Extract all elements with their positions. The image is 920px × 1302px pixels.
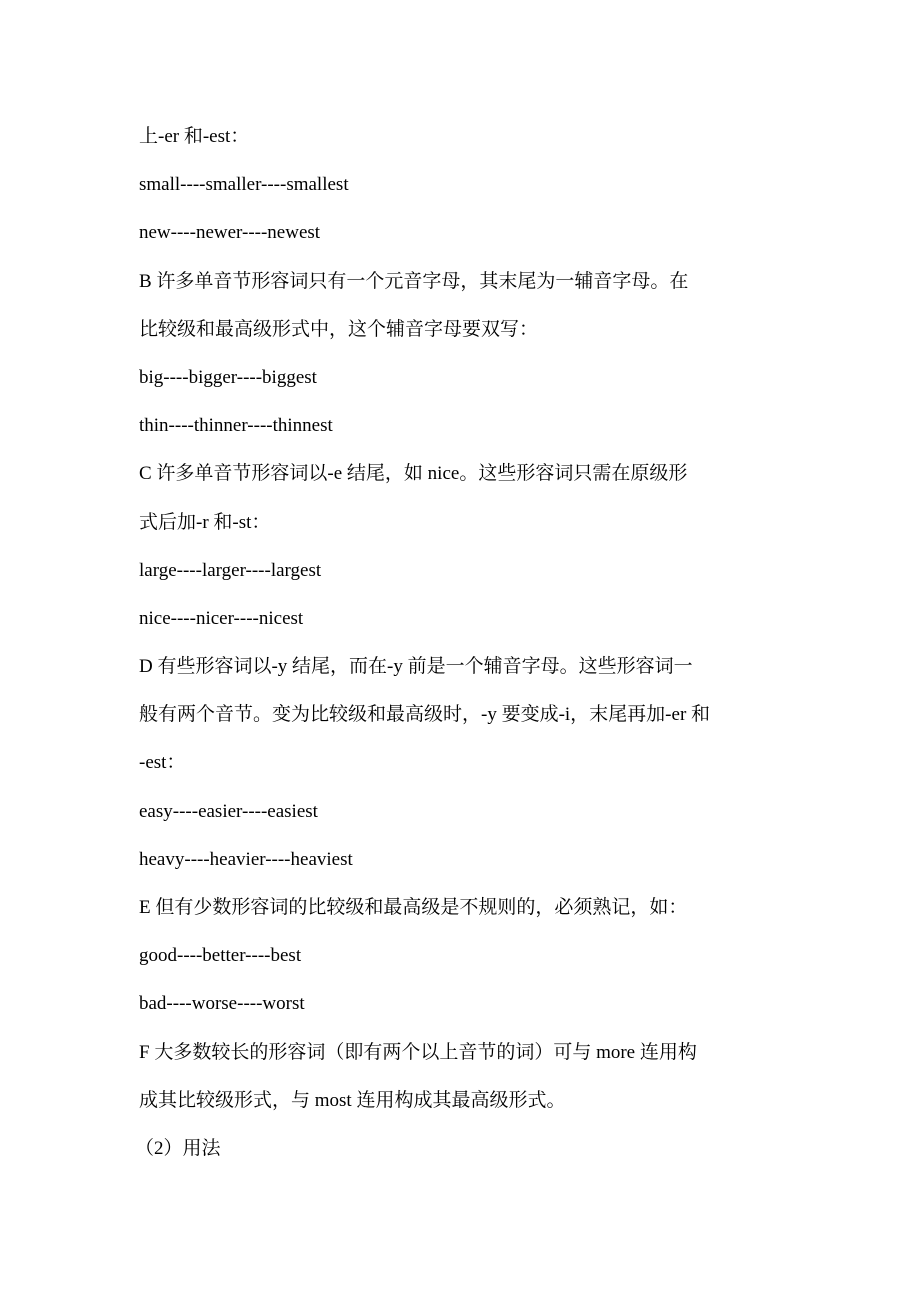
example-good: good----better----best [139,945,302,967]
example-large: large----larger----largest [139,559,322,581]
rule-e-line-1: E 但有少数形容词的比较级和最高级是不规则的，必须熟记，如： [139,897,688,918]
rule-d-line-3: -est： [139,752,186,774]
document-page [135,118,789,1178]
rule-b-line-2: 比较级和最高级形式中，这个辅音字母要双写： [139,318,539,340]
example-nice: nice----nicer----nicest [139,607,304,629]
example-bad: bad----worse----worst [139,993,305,1015]
rule-f-line-2: 成其比较级形式，与 most 连用构成其最高级形式。 [139,1089,566,1111]
example-big: big----bigger----biggest [139,366,317,388]
rule-f-line-1: F 大多数较长的形容词（即有两个以上音节的词）可与 more 连用构 [139,1041,697,1063]
rule-b-line-1: B 许多单音节形容词只有一个元音字母，其末尾为一辅音字母。在 [139,270,689,292]
example-easy: easy----easier----easiest [139,800,318,822]
example-heavy: heavy----heavier----heaviest [139,848,353,870]
example-small: small----smaller----smallest [139,174,349,196]
rule-c-line-1: C 许多单音节形容词以-e 结尾，如 nice。这些形容词只需在原级形 [139,463,688,485]
rule-d-line-2: 般有两个音节。变为比较级和最高级时，-y 要变成-i，末尾再加-er 和 [139,704,711,726]
rule-c-line-2: 式后加-r 和-st： [139,511,271,533]
example-thin: thin----thinner----thinnest [139,415,333,437]
text-line-rule-a-end: 上-er 和-est： [139,126,250,147]
section-heading-usage: （2）用法 [135,1137,221,1159]
example-new: new----newer----newest [139,222,321,244]
rule-d-line-1: D 有些形容词以-y 结尾，而在-y 前是一个辅音字母。这些形容词一 [139,656,693,678]
